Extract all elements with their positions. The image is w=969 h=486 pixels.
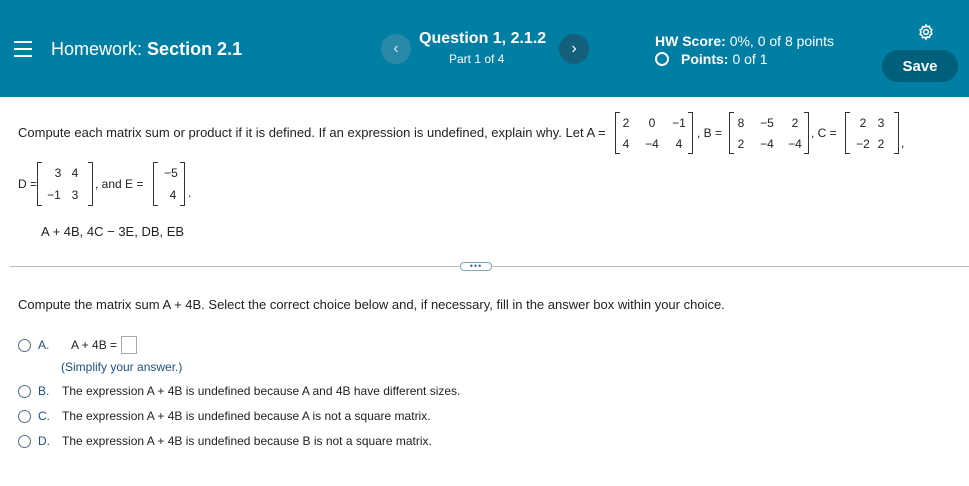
label-b: , B = bbox=[697, 126, 723, 140]
choice-a-text: A + 4B = bbox=[71, 338, 118, 352]
simplify-hint: (Simplify your answer.) bbox=[61, 360, 183, 374]
matrix-d bbox=[37, 162, 93, 206]
homework-section: Section 2.1 bbox=[147, 39, 243, 59]
matrix-d-cell: 3 bbox=[71, 188, 79, 202]
choice-d[interactable] bbox=[18, 434, 432, 448]
matrix-e-cell: 4 bbox=[169, 188, 177, 202]
gear-icon[interactable] bbox=[917, 23, 935, 41]
choice-a[interactable] bbox=[18, 336, 137, 354]
radio-a[interactable] bbox=[18, 339, 31, 352]
matrix-b-cell: −4 bbox=[788, 137, 802, 151]
points-label: Points: bbox=[681, 51, 729, 67]
matrix-c-cell: 3 bbox=[877, 116, 885, 130]
choice-a-letter: A. bbox=[38, 338, 50, 352]
answer-input[interactable] bbox=[121, 336, 137, 354]
choice-c-letter: C. bbox=[38, 409, 50, 423]
hw-score-value: 0%, 0 of 8 points bbox=[729, 33, 834, 49]
problem-intro: Compute each matrix sum or product if it is defined. If an expression is undefined, explain why. Let A = bbox=[18, 125, 606, 140]
expand-more-button[interactable]: ••• bbox=[460, 262, 492, 271]
matrix-a-cell: 0 bbox=[648, 116, 656, 130]
points-circle-icon bbox=[655, 52, 669, 66]
choice-d-letter: D. bbox=[38, 434, 50, 448]
matrix-d-cell: 4 bbox=[71, 166, 79, 180]
choice-d-text: The expression A + 4B is undefined because B is not a square matrix. bbox=[62, 434, 432, 448]
homework-label: Homework: bbox=[51, 39, 143, 59]
matrix-a-cell: −4 bbox=[645, 137, 659, 151]
part-question: Compute the matrix sum A + 4B. Select the correct choice below and, if necessary, fill in the answer box within your choice. bbox=[18, 297, 725, 312]
matrix-c-cell: −2 bbox=[856, 137, 870, 151]
top-header bbox=[0, 0, 969, 97]
matrix-b bbox=[729, 112, 809, 154]
matrix-a bbox=[615, 112, 693, 154]
matrix-d-cell: 3 bbox=[54, 166, 62, 180]
radio-d[interactable] bbox=[18, 435, 31, 448]
chevron-right-icon: › bbox=[571, 40, 577, 57]
matrix-b-cell: 2 bbox=[791, 116, 799, 130]
choice-b-text: The expression A + 4B is undefined because A and 4B have different sizes. bbox=[62, 384, 461, 398]
matrix-b-cell: −5 bbox=[760, 116, 774, 130]
matrix-c-cell: 2 bbox=[877, 137, 885, 151]
menu-icon[interactable] bbox=[14, 41, 32, 57]
choice-c-text: The expression A + 4B is undefined because A is not a square matrix. bbox=[62, 409, 431, 423]
points-value: 0 of 1 bbox=[732, 51, 768, 67]
matrix-e-cell: −5 bbox=[164, 166, 178, 180]
matrix-b-cell: 8 bbox=[737, 116, 745, 130]
choice-c[interactable] bbox=[18, 409, 431, 423]
hw-score-label: HW Score: bbox=[655, 33, 726, 49]
matrix-d-cell: −1 bbox=[47, 188, 61, 202]
label-d: D = bbox=[18, 177, 38, 191]
choice-b[interactable] bbox=[18, 384, 460, 398]
label-e-trail: . bbox=[188, 186, 192, 200]
homework-title bbox=[51, 39, 242, 60]
matrix-e bbox=[153, 162, 185, 206]
matrix-b-cell: −4 bbox=[760, 137, 774, 151]
label-c: , C = bbox=[811, 126, 837, 140]
next-question-button[interactable] bbox=[559, 34, 589, 64]
matrix-c-cell: 2 bbox=[859, 116, 867, 130]
choice-b-letter: B. bbox=[38, 384, 50, 398]
chevron-left-icon: ‹ bbox=[393, 40, 399, 57]
label-c-trail: , bbox=[901, 136, 905, 150]
expressions-list: A + 4B, 4C − 3E, DB, EB bbox=[41, 224, 185, 239]
matrix-c bbox=[845, 112, 899, 154]
matrix-a-cell: 2 bbox=[622, 116, 630, 130]
question-part: Part 1 of 4 bbox=[449, 52, 505, 66]
radio-b[interactable] bbox=[18, 385, 31, 398]
label-e: , and E = bbox=[95, 177, 144, 191]
matrix-a-cell: 4 bbox=[622, 137, 630, 151]
points bbox=[655, 51, 767, 67]
matrix-a-cell: −1 bbox=[672, 116, 686, 130]
matrix-b-cell: 2 bbox=[737, 137, 745, 151]
question-title: Question 1, 2.1.2 bbox=[419, 30, 547, 47]
radio-c[interactable] bbox=[18, 410, 31, 423]
matrix-a-cell: 4 bbox=[675, 137, 683, 151]
hw-score bbox=[655, 33, 834, 49]
previous-question-button[interactable] bbox=[381, 34, 411, 64]
save-button[interactable]: Save bbox=[882, 50, 958, 82]
